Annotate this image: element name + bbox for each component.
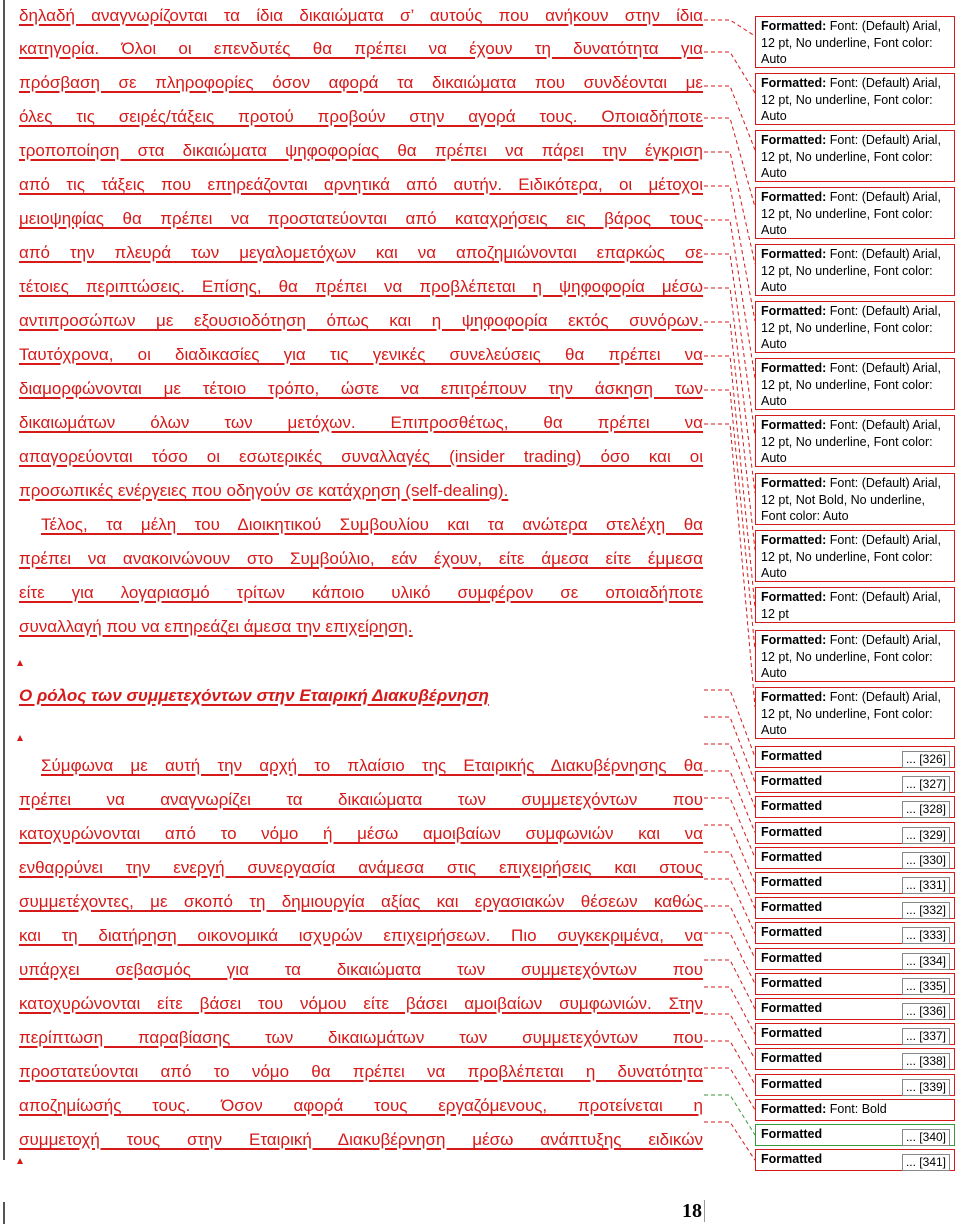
comment-text: Font: (Default) Arial, 12 pt, No underline, Font color: Auto	[761, 361, 941, 408]
format-comment-balloon[interactable]	[755, 358, 955, 410]
document-line[interactable]: Ταυτόχρονα, οι διαδικασίες για τις γενικές συνελεύσεις θα πρέπει να	[19, 345, 703, 364]
comment-label: Formatted:	[761, 133, 827, 147]
comment-label: Formatted	[761, 749, 823, 763]
comment-reference-link[interactable]: ... [333]	[902, 927, 950, 944]
document-line[interactable]: και τη διατήρηση οικονομικά ισχυρών επιχειρήσεων. Πιο συγκεκριμένα, να	[19, 926, 703, 945]
format-comment-balloon[interactable]	[755, 130, 955, 182]
comment-connector-line	[704, 690, 755, 757]
comment-reference-link[interactable]: ... [338]	[902, 1053, 950, 1070]
comment-connector-line	[704, 1041, 755, 1085]
document-line[interactable]: συμμετοχή τους στην Εταιρική Διακυβέρνηση μέσω ανάπτυξης ειδικών	[19, 1130, 703, 1149]
comment-connector-line	[704, 717, 755, 782]
format-comment-collapsed[interactable]	[755, 796, 955, 818]
format-comment-collapsed[interactable]	[755, 1023, 955, 1045]
comment-connector-line	[704, 1095, 755, 1135]
format-comment-balloon[interactable]	[755, 244, 955, 296]
document-line[interactable]: πρέπει να αναγνωρίζει τα δικαιώματα των συμμετεχόντων που	[19, 790, 703, 809]
comment-reference-link[interactable]: ... [328]	[902, 801, 950, 818]
comment-connector-line	[704, 771, 755, 833]
document-line[interactable]: μειοψηφίας θα πρέπει να προστατεύονται από καταχρήσεις εις βάρος τους	[19, 209, 703, 228]
document-line[interactable]: τέτοιες περιπτώσεις. Επίσης, θα πρέπει να προβλέπεται η ψηφοφορία μέσω	[19, 277, 703, 296]
left-margin-bar	[3, 0, 5, 1160]
comment-text: Font: (Default) Arial, 12 pt, No underline, Font color: Auto	[761, 19, 941, 66]
format-comment-collapsed[interactable]	[755, 1149, 955, 1171]
document-line[interactable]: προσωπικές ενέργειες που οδηγούν σε κατάχρηση (self-dealing).	[19, 481, 509, 500]
comment-connector-line	[704, 52, 755, 93]
comment-connector-line	[704, 879, 755, 933]
comment-text: Font: (Default) Arial, 12 pt, No underline, Font color: Auto	[761, 247, 941, 294]
comment-reference-link[interactable]: ... [337]	[902, 1028, 950, 1045]
comment-connector-line	[704, 960, 755, 1009]
comment-text: Font: (Default) Arial, 12 pt, No underline, Font color: Auto	[761, 533, 941, 580]
comment-connector-line	[704, 86, 755, 150]
comment-connector-line	[704, 322, 755, 550]
comment-reference-link[interactable]: ... [336]	[902, 1003, 950, 1020]
format-comment-collapsed[interactable]	[755, 973, 955, 995]
comment-label: Formatted:	[761, 247, 827, 261]
document-line[interactable]: αποζημίωσής τους. Όσον αφορά τους εργαζόμενους, προτείνεται η	[19, 1096, 703, 1115]
comment-label: Formatted	[761, 1051, 823, 1066]
document-line[interactable]: από την πλευρά των μεγαλομετόχων και να αποζημιώνονται επαρκώς σε	[19, 243, 703, 262]
comment-text: Font: (Default) Arial, 12 pt	[761, 590, 941, 621]
comment-text: Font: Bold	[829, 1101, 887, 1116]
comment-label: Formatted	[761, 1076, 823, 1091]
document-line[interactable]: προστατεύονται από το νόμο θα πρέπει να προβλέπεται η δυνατότητα	[19, 1062, 703, 1081]
page-number: 18	[682, 1200, 702, 1222]
format-comment-collapsed[interactable]	[755, 1099, 955, 1121]
comment-text: Font: (Default) Arial, 12 pt, No underline, Font color: Auto	[761, 133, 941, 180]
comment-label: Formatted	[761, 849, 823, 864]
comment-connector-line	[704, 20, 755, 36]
comment-connector-line	[704, 118, 755, 207]
format-comment-collapsed[interactable]	[755, 1048, 955, 1070]
comment-text: Font: (Default) Arial, 12 pt, No underline, Font color: Auto	[761, 418, 941, 465]
comment-reference-link[interactable]: ... [332]	[902, 902, 950, 919]
bottom-margin-bar	[3, 1202, 5, 1224]
comment-connector-line	[704, 933, 755, 984]
comment-label: Formatted	[761, 1001, 823, 1015]
comment-label: Formatted:	[761, 476, 827, 490]
document-line[interactable]: Τέλος, τα μέλη του Διοικητικού Συμβουλίου και τα ανώτερα στελέχη θα	[41, 515, 703, 534]
document-line[interactable]: όλες τις σειρές/τάξεις προτού προβούν στην αγορά τους. Οποιαδήποτε	[19, 107, 703, 126]
format-comment-balloon[interactable]	[755, 473, 955, 525]
comment-reference-link[interactable]: ... [329]	[902, 827, 950, 844]
comment-reference-link[interactable]: ... [327]	[902, 776, 950, 793]
comment-label: Formatted:	[761, 304, 827, 318]
insertion-mark-icon	[17, 660, 23, 666]
comment-label: Formatted:	[761, 418, 827, 432]
insertion-mark-icon	[17, 735, 23, 741]
comment-connector-line	[704, 852, 755, 908]
comment-label: Formatted	[761, 1026, 823, 1041]
comment-connector-line	[704, 1014, 755, 1059]
comment-reference-link[interactable]: ... [335]	[902, 978, 950, 995]
document-line[interactable]: συμμετέχοντες, με σκοπό τη δημιουργία αξίας και εργασιακών θέσεων καθώς	[19, 892, 703, 911]
document-line[interactable]: τροποποίηση στα δικαιώματα ψηφοφορίας θα πρέπει να πάρει την έγκριση	[19, 141, 703, 160]
document-line[interactable]: κατοχυρώνονται από το νόμο ή μέσω αμοιβαίων συμφωνιών και να	[19, 824, 703, 843]
format-comment-balloon[interactable]	[755, 73, 955, 125]
document-line[interactable]: υπάρχει σεβασμός για τα δικαιώματα των συμμετεχόντων που	[19, 960, 703, 979]
format-comment-collapsed[interactable]	[755, 1074, 955, 1096]
comment-connector-line	[704, 798, 755, 858]
document-line[interactable]: από τις τάξεις που επηρεάζονται αρνητικά από αυτήν. Ειδικότερα, οι μέτοχοι	[19, 175, 703, 194]
format-comment-collapsed[interactable]	[755, 771, 955, 793]
format-comment-collapsed[interactable]	[755, 897, 955, 919]
comment-text: Font: (Default) Arial, 12 pt, Not Bold, No underline, Font color: Auto	[761, 476, 941, 523]
comment-label: Formatted:	[761, 690, 827, 704]
comment-connector-line	[704, 152, 755, 264]
format-comment-balloon[interactable]	[755, 530, 955, 582]
comment-text: Font: (Default) Arial, 12 pt, No underline, Font color: Auto	[761, 190, 941, 237]
format-comment-balloon[interactable]	[755, 630, 955, 682]
comment-reference-link[interactable]: ... [340]	[902, 1129, 950, 1146]
document-line[interactable]: αντιπροσώπων με εξουσιοδότηση όπως και η ψηφοφορία εκτός συνόρων.	[19, 311, 703, 330]
document-line[interactable]: περίπτωση παραβίασης των δικαιωμάτων των συμμετεχόντων που	[19, 1028, 703, 1047]
comment-label: Formatted:	[761, 361, 827, 375]
document-line[interactable]: συναλλαγή που να επηρεάζει άμεσα την επιχείρηση.	[19, 617, 413, 636]
comment-connector-line	[704, 424, 755, 707]
comment-text: Font: (Default) Arial, 12 pt, No underline, Font color: Auto	[761, 304, 941, 351]
comment-label: Formatted:	[761, 533, 827, 547]
document-line[interactable]: δικαιωμάτων όλων των μετόχων. Επιπροσθέτως, θα πρέπει να	[19, 413, 703, 432]
comment-label: Formatted	[761, 824, 823, 839]
format-comment-collapsed[interactable]	[755, 948, 955, 970]
format-comment-balloon[interactable]	[755, 16, 955, 68]
document-line[interactable]: κατηγορία. Όλοι οι επενδυτές θα πρέπει να έχουν τη δυνατότητα για	[19, 39, 703, 58]
comment-connector-line	[704, 356, 755, 607]
insertion-mark-icon	[17, 1158, 23, 1164]
format-comment-collapsed[interactable]	[755, 746, 955, 768]
section-heading[interactable]: Ο ρόλος των συμμετεχόντων στην Εταιρική Διακυβέρνηση	[19, 686, 489, 705]
document-line[interactable]: δηλαδή αναγνωρίζονται τα ίδια δικαιώματα σ’ αυτούς που ανήκουν στην ίδια	[19, 6, 703, 25]
comment-reference-link[interactable]: ... [334]	[902, 953, 950, 970]
comment-connector-line	[704, 288, 755, 493]
comment-connector-line	[704, 987, 755, 1034]
comment-connector-line	[704, 825, 755, 883]
comment-reference-link[interactable]: ... [341]	[902, 1154, 950, 1171]
document-line[interactable]: απαγορεύονται τόσο οι εσωτερικές συναλλαγές (insider trading) όσο και οι	[19, 447, 703, 466]
comment-reference-link[interactable]: ... [330]	[902, 852, 950, 869]
comment-label: Formatted	[761, 799, 823, 814]
format-comment-balloon[interactable]	[755, 301, 955, 353]
comment-label: Formatted:	[761, 590, 827, 604]
document-body[interactable]	[19, 0, 703, 1228]
comment-label: Formatted:	[761, 633, 827, 647]
comment-connector-line	[704, 220, 755, 378]
document-line[interactable]: πρόσβαση σε πληροφορίες όσον αφορά τα δικαιώματα που συνδέονται με	[19, 73, 703, 92]
format-comment-collapsed[interactable]	[755, 998, 955, 1020]
document-line[interactable]: διαμορφώνονται με τέτοιο τρόπο, ώστε να επιτρέπουν την άσκηση των	[19, 379, 703, 398]
format-comment-balloon[interactable]	[755, 415, 955, 467]
format-comment-balloon[interactable]	[755, 587, 955, 623]
document-line[interactable]: Σύμφωνα με αυτή την αρχή το πλαίσιο της Εταιρικής Διακυβέρνησης θα	[41, 756, 703, 775]
format-comment-collapsed[interactable]	[755, 1124, 955, 1146]
comment-connector-line	[704, 390, 755, 650]
comment-label: Formatted:	[761, 19, 827, 33]
comment-reference-link[interactable]: ... [326]	[902, 751, 950, 768]
comment-label: Formatted	[761, 900, 823, 915]
format-comment-balloon[interactable]	[755, 687, 955, 739]
comment-reference-link[interactable]: ... [331]	[902, 877, 950, 894]
format-comment-balloon[interactable]	[755, 187, 955, 239]
format-comment-collapsed[interactable]	[755, 847, 955, 869]
document-line[interactable]: ενθαρρύνει την ενεργή συνεργασία ανάμεσα στις επιχειρήσεις και στους	[19, 858, 703, 877]
format-comment-collapsed[interactable]	[755, 822, 955, 844]
document-line[interactable]: πρέπει να ανακοινώνουν στο Συμβούλιο, εάν έχουν, είτε άμεσα είτε έμμεσα	[19, 549, 703, 568]
comment-label: Formatted	[761, 875, 823, 889]
format-comment-collapsed[interactable]	[755, 872, 955, 894]
document-line[interactable]: είτε για λογαριασμό τρίτων κάποιο υλικό συμφέρον σε οποιαδήποτε	[19, 583, 703, 602]
comment-label: Formatted:	[761, 76, 827, 90]
page-marker	[704, 1200, 713, 1222]
comment-label: Formatted:	[761, 1101, 827, 1116]
comment-text: Font: (Default) Arial, 12 pt, No underline, Font color: Auto	[761, 76, 941, 123]
comment-reference-link[interactable]: ... [339]	[902, 1079, 950, 1096]
comment-label: Formatted	[761, 1152, 823, 1167]
comment-connector-line	[704, 254, 755, 435]
comment-connector-line	[704, 906, 755, 959]
comment-label: Formatted	[761, 925, 823, 940]
comment-connector-line	[704, 1068, 755, 1110]
comment-text: Font: (Default) Arial, 12 pt, No underline, Font color: Auto	[761, 633, 941, 680]
comment-label: Formatted	[761, 975, 823, 990]
comment-connector-line	[704, 1122, 755, 1160]
document-line[interactable]: κατοχυρώνονται είτε βάσει του νόμου είτε βάσει αμοιβαίων συμφωνιών. Στην	[19, 994, 703, 1013]
comment-label: Formatted	[761, 774, 823, 789]
comment-label: Formatted	[761, 1127, 823, 1141]
format-comment-collapsed[interactable]	[755, 922, 955, 944]
comment-connector-line	[704, 186, 755, 321]
comment-connector-line	[704, 744, 755, 807]
comment-label: Formatted:	[761, 190, 827, 204]
comment-label: Formatted	[761, 950, 823, 965]
comment-text: Font: (Default) Arial, 12 pt, No underline, Font color: Auto	[761, 690, 941, 737]
